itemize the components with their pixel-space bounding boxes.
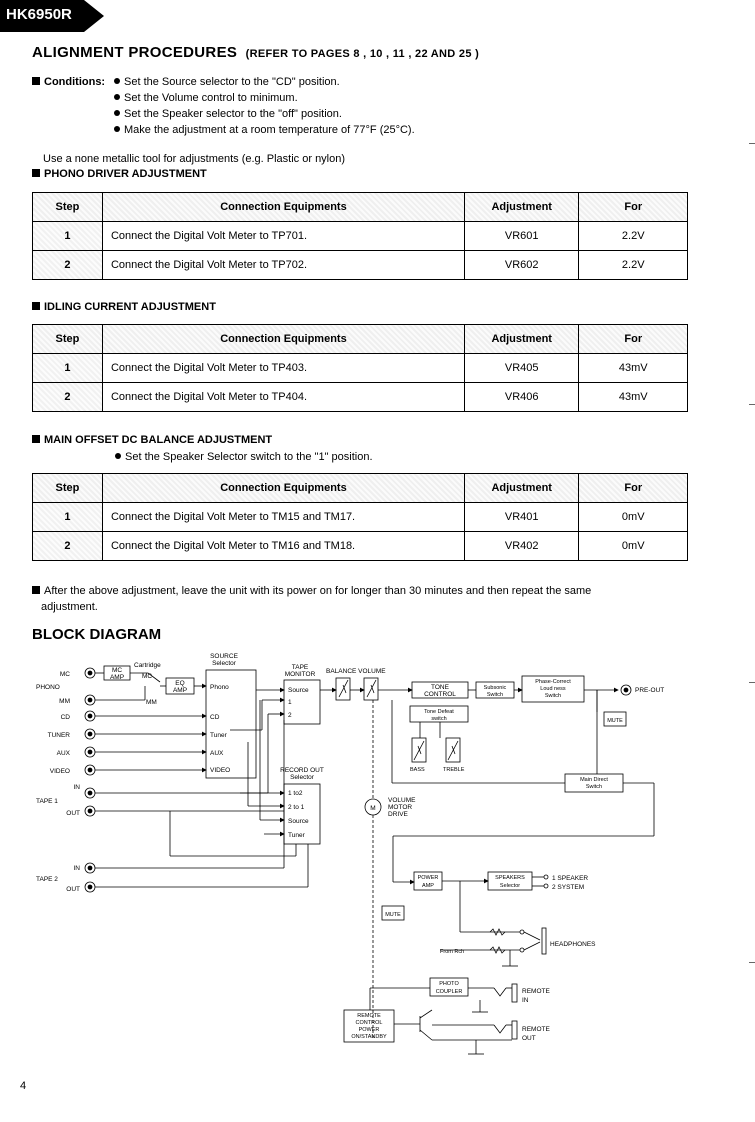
label-tape1-out: OUT xyxy=(66,810,80,817)
label-phono: PHONO xyxy=(36,684,60,691)
subsonic-line1: Subsonic xyxy=(483,685,507,691)
speakers-selector-line2: Selector xyxy=(499,883,521,889)
col-for: For xyxy=(579,474,688,503)
step-cell: 2 xyxy=(33,383,103,412)
label-speaker-1: 1 SPEAKER xyxy=(552,875,589,882)
main-direct-line1: Main Direct xyxy=(580,777,608,783)
offset-heading-text: MAIN OFFSET DC BALANCE ADJUSTMENT xyxy=(44,434,273,446)
volume-motor-line3: DRIVE xyxy=(388,811,408,818)
record-out-title2: Selector xyxy=(290,774,314,781)
source-selector-title1: SOURCE xyxy=(210,653,238,660)
label-aux: AUX xyxy=(56,750,70,757)
condition-text: Set the Speaker selector to the "off" position. xyxy=(124,108,342,120)
connection-cell: Connect the Digital Volt Meter to TP701. xyxy=(102,222,464,251)
record-out-tuner: Tuner xyxy=(288,832,305,839)
mc-amp-line1: MC xyxy=(111,667,123,674)
record-out-title1: RECORD OUT xyxy=(280,767,324,774)
col-adjustment: Adjustment xyxy=(464,474,579,503)
mute-power: MUTE xyxy=(385,912,401,918)
label-cartridge: Cartridge xyxy=(134,662,161,669)
remote-power-line3: POWER xyxy=(358,1027,380,1033)
col-step: Step xyxy=(33,474,103,503)
main-direct-line2: Switch xyxy=(585,784,603,790)
label-cd: CD xyxy=(60,714,70,721)
label-balance-volume: BALANCE VOLUME xyxy=(326,668,386,675)
step-cell: 2 xyxy=(33,532,103,561)
remote-power-line4: ON/STANDBY xyxy=(351,1034,387,1040)
mc-amp-line2: AMP xyxy=(109,674,125,681)
tape-monitor-2: 2 xyxy=(288,712,292,719)
tool-note: Use a none metallic tool for adjustments (e.g. Plastic or nylon) xyxy=(43,153,346,165)
source-option-tuner: Tuner xyxy=(210,732,227,739)
tape-monitor-title2: MONITOR xyxy=(284,671,316,678)
block-diagram-title: BLOCK DIAGRAM xyxy=(32,626,162,643)
for-cell: 43mV xyxy=(579,383,688,412)
label-tape1-in: IN xyxy=(73,784,80,791)
col-for: For xyxy=(579,325,688,354)
for-cell: 2.2V xyxy=(579,222,688,251)
condition-text: Set the Volume control to minimum. xyxy=(124,92,298,104)
photo-coupler-line2: COUPLER xyxy=(435,989,463,995)
remote-in-line1: REMOTE xyxy=(522,988,550,995)
col-step: Step xyxy=(33,325,103,354)
step-cell: 2 xyxy=(33,251,103,280)
photo-coupler-line1: PHOTO xyxy=(439,981,459,987)
after-note-text1: After the above adjustment, leave the unit with its power on for longer than 30 minutes and then repeat the same xyxy=(44,585,592,597)
label-mc-switch: MC xyxy=(142,673,153,680)
tone-control-line1: TONE xyxy=(431,684,449,691)
label-pre-out: PRE-OUT xyxy=(635,687,665,694)
remote-power-line2: CONTROL xyxy=(355,1020,383,1026)
after-note-line2: adjustment. xyxy=(41,601,98,613)
remote-out-line1: REMOTE xyxy=(522,1026,550,1033)
record-out-1to2: 1 to2 xyxy=(288,790,303,797)
margin-mark xyxy=(749,962,755,963)
col-connection: Connection Equipments xyxy=(102,325,464,354)
label-mm-switch: MM xyxy=(146,699,157,706)
label-tape2: TAPE 2 xyxy=(36,876,58,883)
col-adjustment: Adjustment xyxy=(464,325,579,354)
col-step: Step xyxy=(33,193,103,222)
source-option-video: VIDEO xyxy=(210,767,231,774)
step-cell: 1 xyxy=(33,503,103,532)
label-headphones: HEADPHONES xyxy=(550,941,596,948)
margin-mark xyxy=(749,143,755,144)
tone-defeat-line1: Tone Defeat xyxy=(424,709,454,715)
for-cell: 43mV xyxy=(579,354,688,383)
alignment-subtitle: (REFER TO PAGES 8 , 10 , 11 , 22 AND 25 ) xyxy=(245,48,480,60)
power-amp-line2: AMP xyxy=(422,883,434,889)
page-number: 4 xyxy=(20,1080,27,1092)
remote-power-line1: REMOTE xyxy=(357,1013,381,1019)
adjustment-cell: VR402 xyxy=(464,532,579,561)
subsonic-line2: Switch xyxy=(486,692,504,698)
label-tape2-in: IN xyxy=(73,865,80,872)
tone-control-line2: CONTROL xyxy=(424,691,456,698)
adjustment-cell: VR405 xyxy=(464,354,579,383)
power-amp-line1: POWER xyxy=(417,875,439,881)
step-cell: 1 xyxy=(33,222,103,251)
adjustment-cell: VR401 xyxy=(464,503,579,532)
speakers-selector-line1: SPEAKERS xyxy=(495,875,525,881)
connection-cell: Connect the Digital Volt Meter to TM16 and TM18. xyxy=(102,532,464,561)
offset-instruction-text: Set the Speaker Selector switch to the "1" position. xyxy=(125,451,373,463)
adjustment-cell: VR406 xyxy=(464,383,579,412)
label-speaker-2: 2 SYSTEM xyxy=(552,884,585,891)
label-tape2-out: OUT xyxy=(66,886,80,893)
label-treble: TREBLE xyxy=(443,767,465,773)
tape-monitor-source: Source xyxy=(288,687,309,694)
margin-mark xyxy=(749,682,755,683)
col-connection: Connection Equipments xyxy=(102,193,464,222)
connection-cell: Connect the Digital Volt Meter to TP702. xyxy=(102,251,464,280)
connection-cell: Connect the Digital Volt Meter to TP403. xyxy=(102,354,464,383)
col-adjustment: Adjustment xyxy=(464,193,579,222)
col-for: For xyxy=(579,193,688,222)
connection-cell: Connect the Digital Volt Meter to TM15 and TM17. xyxy=(102,503,464,532)
phase-correct-line1: Phase-Correct xyxy=(535,679,571,685)
condition-text: Make the adjustment at a room temperature of 77°F (25°C). xyxy=(124,124,415,136)
label-mc: MC xyxy=(59,671,70,678)
tape-monitor-title1: TAPE xyxy=(291,664,309,671)
label-bass: BASS xyxy=(410,767,425,773)
for-cell: 2.2V xyxy=(579,251,688,280)
record-out-source: Source xyxy=(288,818,309,825)
idling-heading-text: IDLING CURRENT ADJUSTMENT xyxy=(44,301,216,313)
label-from-rch: From Rch xyxy=(440,949,465,955)
label-tape1: TAPE 1 xyxy=(36,798,58,805)
condition-text: Set the Source selector to the "CD" position. xyxy=(124,76,340,88)
col-connection: Connection Equipments xyxy=(102,474,464,503)
label-mm: MM xyxy=(59,698,70,705)
label-tuner: TUNER xyxy=(47,732,70,739)
for-cell: 0mV xyxy=(579,503,688,532)
remote-out-line2: OUT xyxy=(522,1035,536,1042)
model-number: HK6950R xyxy=(6,6,72,23)
source-option-phono: Phono xyxy=(210,684,229,691)
connection-cell: Connect the Digital Volt Meter to TP404. xyxy=(102,383,464,412)
phono-heading-text: PHONO DRIVER ADJUSTMENT xyxy=(44,168,207,180)
record-out-2to1: 2 to 1 xyxy=(288,804,305,811)
mute-pre: MUTE xyxy=(607,718,623,724)
conditions-label-text: Conditions: xyxy=(44,76,106,88)
eq-amp-line1: EQ xyxy=(175,680,185,687)
volume-motor-line2: MOTOR xyxy=(388,804,413,811)
step-cell: 1 xyxy=(33,354,103,383)
motor-icon: M xyxy=(370,805,376,812)
source-selector-title2: Selector xyxy=(212,660,236,667)
label-video: VIDEO xyxy=(49,768,70,775)
source-option-aux: AUX xyxy=(210,750,224,757)
adjustment-cell: VR602 xyxy=(464,251,579,280)
for-cell: 0mV xyxy=(579,532,688,561)
tape-monitor-1: 1 xyxy=(288,699,292,706)
alignment-title-text: ALIGNMENT PROCEDURES xyxy=(32,44,238,61)
tone-defeat-line2: switch xyxy=(431,716,447,722)
phase-correct-line3: Switch xyxy=(544,693,562,699)
margin-mark xyxy=(749,404,755,405)
remote-in-line2: IN xyxy=(522,997,529,1004)
adjustment-cell: VR601 xyxy=(464,222,579,251)
phase-correct-line2: Loud ness xyxy=(540,686,566,692)
source-option-cd: CD xyxy=(210,714,220,721)
volume-motor-line1: VOLUME xyxy=(388,797,416,804)
eq-amp-line2: AMP xyxy=(172,687,188,694)
